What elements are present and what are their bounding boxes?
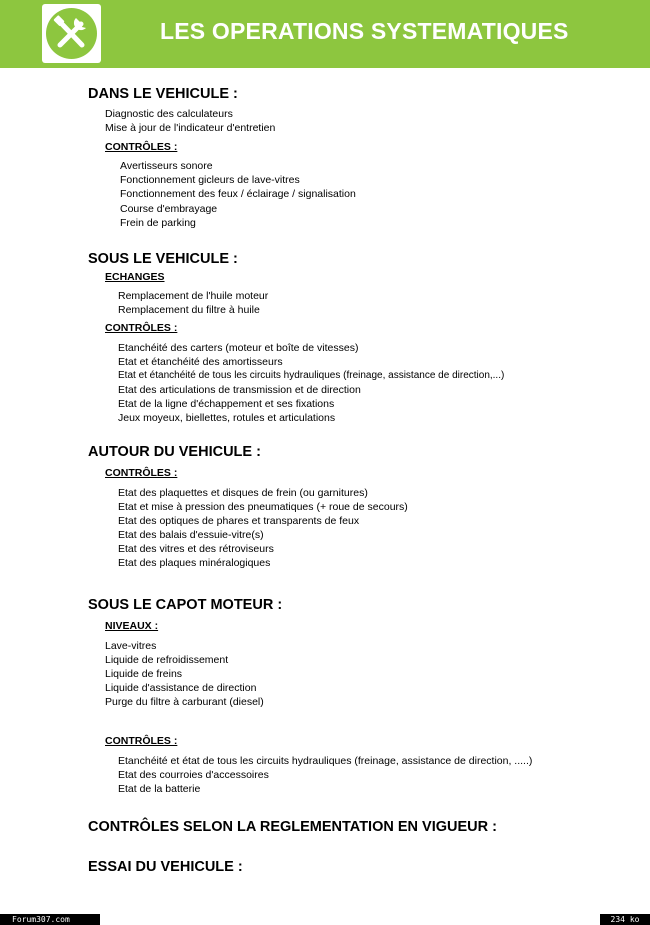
list-item: Etat des balais d'essuie-vitre(s) [118, 529, 264, 541]
list-item: Etat des courroies d'accessoires [118, 769, 269, 781]
subsection-label: CONTRÔLES : [105, 322, 178, 334]
list-item: Etat de la batterie [118, 783, 201, 795]
list-item: Avertisseurs sonore [120, 160, 213, 172]
list-item: Frein de parking [120, 217, 196, 229]
subsection-label: ECHANGES [105, 271, 165, 283]
list-item: Liquide d'assistance de direction [105, 682, 257, 694]
list-item: Course d'embrayage [120, 203, 218, 215]
list-item: Etat et mise à pression des pneumatiques (+ roue de secours) [118, 501, 408, 513]
list-item: Jeux moyeux, biellettes, rotules et articulations [118, 412, 336, 424]
subsection-label: NIVEAUX : [105, 620, 159, 632]
footer-size: 234 ko [600, 914, 650, 925]
list-item: Etat des plaquettes et disques de frein (ou garnitures) [118, 487, 368, 499]
list-item: Lave-vitres [105, 640, 157, 652]
list-item: Etat et étanchéité de tous les circuits hydrauliques (freinage, assistance de direction,...) [118, 370, 505, 381]
page-header [0, 0, 650, 68]
section-title: AUTOUR DU VEHICULE : [88, 444, 261, 460]
list-item: Diagnostic des calculateurs [105, 108, 233, 120]
page-title: LES OPERATIONS SYSTEMATIQUES [160, 18, 569, 44]
list-item: Etat de la ligne d'échappement et ses fixations [118, 398, 335, 410]
list-item: Fonctionnement des feux / éclairage / signalisation [120, 188, 356, 200]
section-title: DANS LE VEHICULE : [88, 86, 238, 102]
list-item: Etanchéité des carters (moteur et boîte de vitesses) [118, 342, 359, 354]
section-title: SOUS LE VEHICULE : [88, 251, 238, 267]
list-item: Remplacement du filtre à huile [118, 304, 260, 316]
logo [42, 4, 101, 63]
list-item: Remplacement de l'huile moteur [118, 290, 269, 302]
list-item: Etat et étanchéité des amortisseurs [118, 356, 283, 368]
section-title: CONTRÔLES SELON LA REGLEMENTATION EN VIGUEUR : [88, 819, 497, 835]
tools-icon [46, 8, 97, 59]
list-item: Purge du filtre à carburant (diesel) [105, 696, 264, 708]
subsection-label: CONTRÔLES : [105, 735, 178, 747]
subsection-label: CONTRÔLES : [105, 141, 178, 153]
list-item: Liquide de refroidissement [105, 654, 229, 666]
list-item: Liquide de freins [105, 668, 183, 680]
section-title: ESSAI DU VEHICULE : [88, 859, 243, 875]
section-title: SOUS LE CAPOT MOTEUR : [88, 597, 283, 613]
subsection-label: CONTRÔLES : [105, 467, 178, 479]
footer-source: Forum307.com [0, 914, 100, 925]
list-item: Etat des optiques de phares et transparents de feux [118, 515, 360, 527]
list-item: Etat des articulations de transmission et de direction [118, 384, 361, 396]
list-item: Etat des vitres et des rétroviseurs [118, 543, 274, 555]
list-item: Etanchéité et état de tous les circuits hydrauliques (freinage, assistance de direction, .....) [118, 755, 533, 767]
list-item: Etat des plaques minéralogiques [118, 557, 271, 569]
list-item: Mise à jour de l'indicateur d'entretien [105, 122, 276, 134]
list-item: Fonctionnement gicleurs de lave-vitres [120, 174, 300, 186]
